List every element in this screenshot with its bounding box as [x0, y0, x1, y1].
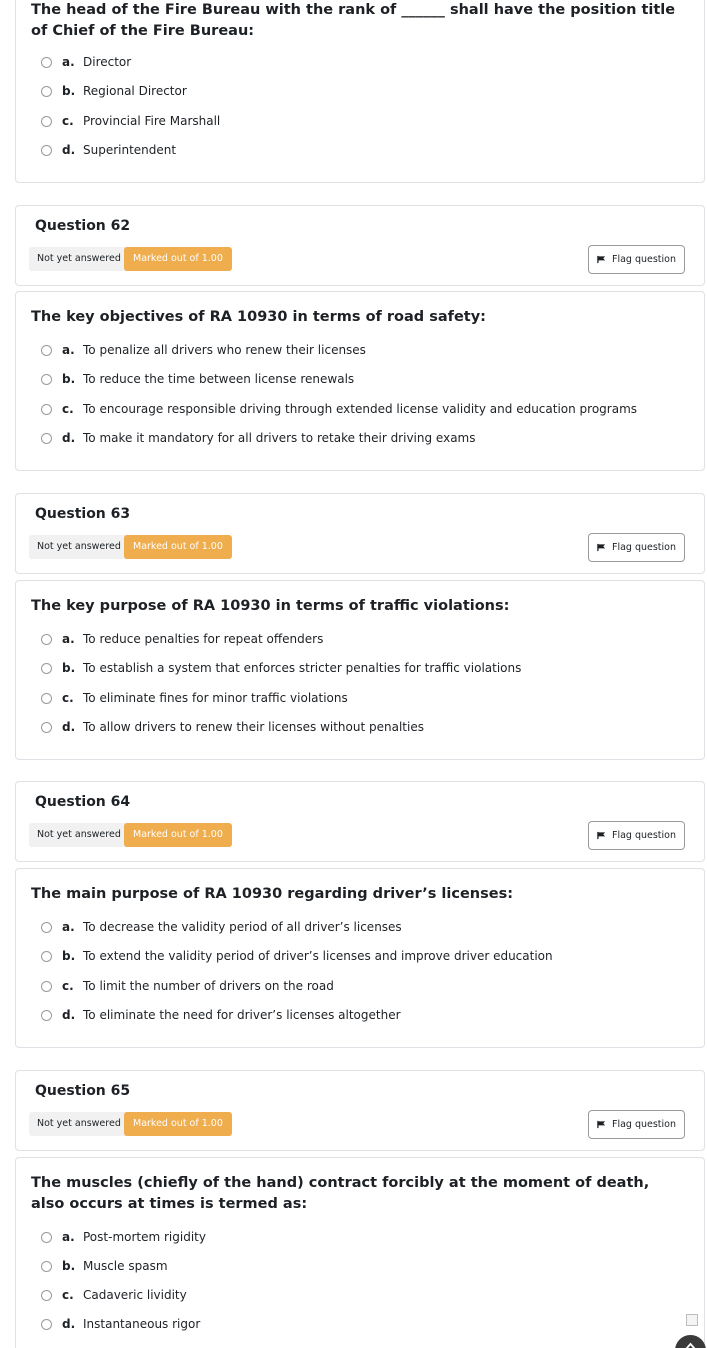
arrow-up-icon: [685, 1342, 696, 1348]
radio-button[interactable]: [41, 1261, 52, 1272]
question-63-content: [15, 580, 705, 760]
flag-icon: [597, 831, 606, 840]
question-number: Question 62: [35, 218, 131, 234]
answer-option[interactable]: c. To limit the number of drivers on the road: [16, 975, 676, 997]
radio-button[interactable]: [41, 404, 52, 415]
answer-option[interactable]: a. To decrease the validity period of all driver’s licenses: [16, 916, 676, 938]
flag-icon: [597, 1120, 606, 1129]
radio-button[interactable]: [41, 433, 52, 444]
answer-option[interactable]: a. To reduce penalties for repeat offenders: [16, 628, 676, 650]
answer-option[interactable]: c. To encourage responsible driving through extended license validity and education programs: [16, 398, 676, 420]
radio-button[interactable]: [41, 345, 52, 356]
flag-icon: [597, 543, 606, 552]
question-text: The key objectives of RA 10930 in terms of road safety:: [31, 309, 486, 325]
answer-option[interactable]: d. Instantaneous rigor: [16, 1313, 676, 1335]
question-64-content: [15, 868, 705, 1048]
answer-option[interactable]: d. To allow drivers to renew their licenses without penalties: [16, 716, 676, 738]
answer-option[interactable]: b. To reduce the time between license renewals: [16, 368, 676, 390]
answer-option[interactable]: b. To extend the validity period of driver’s licenses and improve driver education: [16, 945, 676, 967]
question-64-info: [15, 781, 705, 862]
answer-option[interactable]: c. Provincial Fire Marshall: [16, 110, 676, 132]
question-text: The main purpose of RA 10930 regarding driver’s licenses:: [31, 886, 514, 902]
grade-badge: Marked out of 1.00: [124, 1112, 232, 1136]
answer-option[interactable]: b. Muscle spasm: [16, 1255, 676, 1277]
grade-badge: Marked out of 1.00: [124, 535, 232, 559]
question-62-info: [15, 205, 705, 286]
radio-button[interactable]: [41, 374, 52, 385]
answer-option[interactable]: d. To make it mandatory for all drivers to retake their driving exams: [16, 427, 676, 449]
answer-option[interactable]: d. Superintendent: [16, 139, 676, 161]
radio-button[interactable]: [41, 951, 52, 962]
question-state-badge: Not yet answered: [29, 535, 129, 559]
radio-button[interactable]: [41, 693, 52, 704]
answer-option[interactable]: d. To eliminate the need for driver’s licenses altogether: [16, 1004, 676, 1026]
question-text: The key purpose of RA 10930 in terms of traffic violations:: [31, 598, 510, 614]
answer-option[interactable]: b. To establish a system that enforces stricter penalties for traffic violations: [16, 657, 676, 679]
answer-option[interactable]: a. Director: [16, 51, 676, 73]
radio-button[interactable]: [41, 1319, 52, 1330]
question-state-badge: Not yet answered: [29, 247, 129, 271]
radio-button[interactable]: [41, 663, 52, 674]
grade-badge: Marked out of 1.00: [124, 823, 232, 847]
flag-question-button[interactable]: Flag question: [588, 245, 685, 274]
radio-button[interactable]: [41, 1232, 52, 1243]
answer-option[interactable]: c. To eliminate fines for minor traffic violations: [16, 687, 676, 709]
radio-button[interactable]: [41, 634, 52, 645]
answer-option[interactable]: b. Regional Director: [16, 80, 676, 102]
flag-question-button[interactable]: Flag question: [588, 533, 685, 562]
radio-button[interactable]: [41, 57, 52, 68]
question-63-info: [15, 493, 705, 574]
radio-button[interactable]: [41, 1010, 52, 1021]
answer-option[interactable]: c. Cadaveric lividity: [16, 1284, 676, 1306]
radio-button[interactable]: [41, 116, 52, 127]
radio-button[interactable]: [41, 1290, 52, 1301]
radio-button[interactable]: [41, 86, 52, 97]
question-state-badge: Not yet answered: [29, 1112, 129, 1136]
radio-button[interactable]: [41, 145, 52, 156]
grade-badge: Marked out of 1.00: [124, 247, 232, 271]
flag-question-button[interactable]: Flag question: [588, 821, 685, 850]
flag-question-button[interactable]: Flag question: [588, 1110, 685, 1139]
radio-button[interactable]: [41, 922, 52, 933]
question-state-badge: Not yet answered: [29, 823, 129, 847]
radio-button[interactable]: [41, 722, 52, 733]
question-65-content: [15, 1157, 705, 1348]
broken-image-icon: [686, 1314, 698, 1326]
question-number: Question 65: [35, 1083, 131, 1099]
question-61-content: [15, 0, 705, 183]
question-number: Question 64: [35, 794, 131, 810]
flag-icon: [597, 255, 606, 264]
question-number: Question 63: [35, 506, 131, 522]
answer-option[interactable]: a. Post-mortem rigidity: [16, 1226, 676, 1248]
question-65-info: [15, 1070, 705, 1151]
question-61-text: The head of the Fire Bureau with the rank of ______ shall have the position title of Chief of the Fire Bureau:: [31, 2, 676, 39]
question-62-content: [15, 291, 705, 471]
radio-button[interactable]: [41, 981, 52, 992]
question-text: The muscles (chiefly of the hand) contract forcibly at the moment of death, also occurs at times is termed as:: [31, 1175, 650, 1212]
answer-option[interactable]: a. To penalize all drivers who renew their licenses: [16, 339, 676, 361]
